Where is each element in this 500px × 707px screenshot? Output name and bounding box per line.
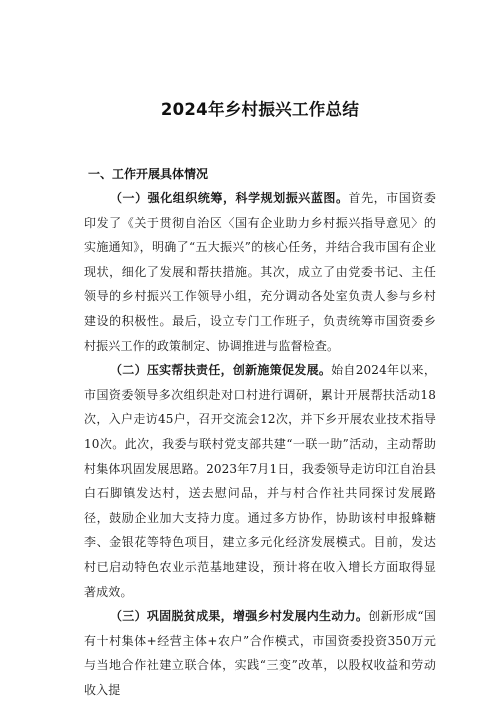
paragraph-1-lead: （一）强化组织统筹，科学规划振兴蓝图。	[110, 191, 349, 205]
paragraph-1-body: 首先，市国资委印发了《关于贯彻自治区〈国有企业助力乡村振兴指导意见〉的实施通知》，明确了“五大振兴”的核心任务，并结合我市国有企业现状，细化了发展和帮扶措施。其次，成立了由党委书记、主任领导的乡村振兴工作领导小组，充分调动各处室负责人参与乡村建设的积极性。最后，设立专门工作班子，负责统筹市国资委乡村振兴工作的政策制定、协调推进与监督检查。	[84, 191, 436, 353]
paragraph-2-lead: （二）压实帮扶责任，创新施策促发展。	[110, 363, 332, 378]
paragraph-1	[84, 186, 436, 358]
document-title: 2024年乡村振兴工作总结	[160, 100, 360, 119]
paragraph-3-body: 创新形成“国有十村集体+经营主体+农户”合作模式，市国资委投资350万元与当地合作社建立联合体，实践“三变”改革，以股权收益和劳动收入提	[84, 609, 436, 697]
paragraph-2-body: 始自2024年以来，市国资委领导多次组织赴对口村进行调研，累计开展帮扶活动18次，入户走访45户，召开交流会12次，并下乡开展农业技术指导10次。此次，我委与联村党支部共建“一联一助”活动，主动帮助村集体巩固发展思路。2023年7月1日，我委领导走访印江自治县白石脚镇发达村，送去慰问品，并与村合作社共同探讨发展路径，鼓励企业加大支持力度。通过多方协作，协助该村申报蜂糖李、金银花等特色项目，建立多元化经济发展模式。目前，发达村已启动特色农业示范基地建设，预计将在收入增长方面取得显著成效。	[84, 363, 436, 599]
paragraph-3	[84, 604, 436, 702]
section-heading: 一、工作开展具体情况	[88, 167, 209, 181]
paragraph-3-lead: （三）巩固脱贫成果，增强乡村发展内生动力。	[110, 609, 369, 624]
paragraph-2	[84, 358, 436, 604]
